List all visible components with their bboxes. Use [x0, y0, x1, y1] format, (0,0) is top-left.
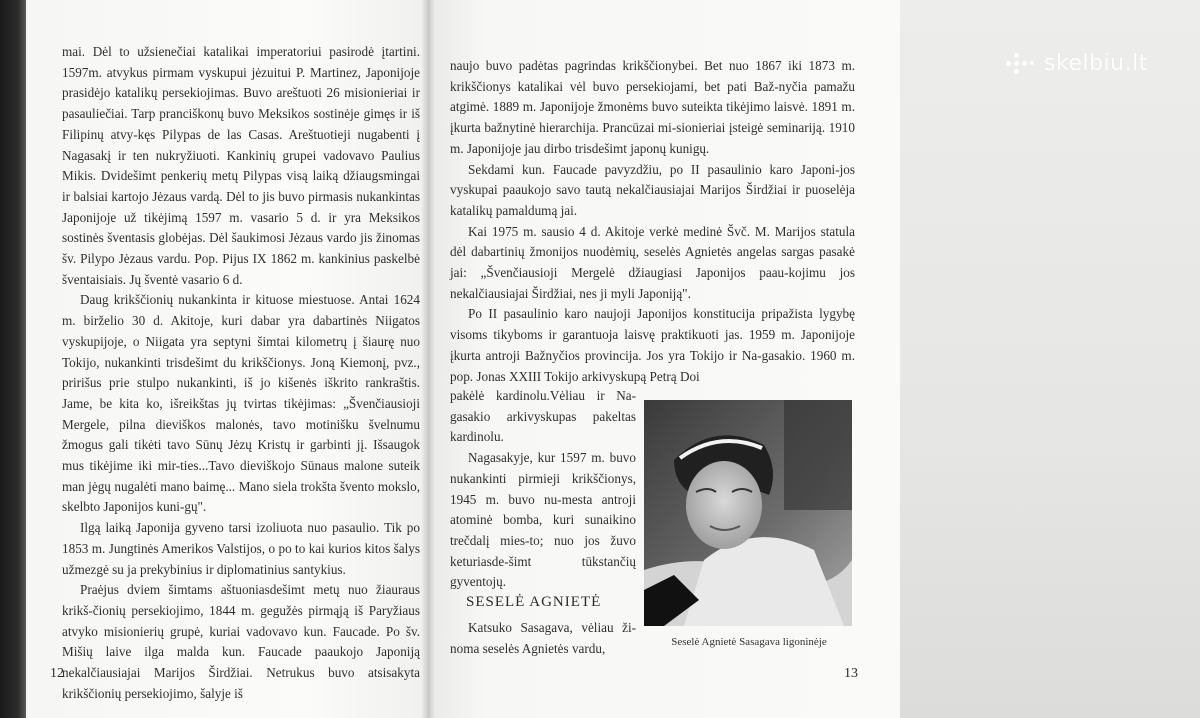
- watermark-logo: [1006, 50, 1148, 76]
- wrap-paragraph-2: Nagasakyje, kur 1597 m. buvo nukankinti pirmieji krikščionys, 1945 m. buvo nu-mesta antroji atominė bomba, kuri sunaikino trečdalį mies-to; nuo jos žuvo keturiasde-šimt tūkstančių gyventojų.: [450, 450, 636, 590]
- photo-caption: Seselė Agnietė Sasagava ligoninėje: [671, 636, 827, 648]
- book-gutter: [422, 0, 434, 718]
- right-paragraph-1: naujo buvo padėtas pagrindas krikščionybei. Bet nuo 1867 iki 1873 m. krikščionys katalikai vėl buvo persekiojami, bet pati Baž-nyčia pamažu atgimė. 1889 m. Japonijoje žmonėms buvo suteikta tikėjimo laisvė. 1891 m. įkurta bažnytinė hierarchija. Prancūzai mi-sionieriai įsteigė seminariją. 1910 m. Japonijoje jau dirbo trisdešimt japonų kunigų.: [450, 58, 855, 156]
- logo-text: skelbiu.lt: [1044, 50, 1148, 76]
- wrapped-text-column: [450, 386, 636, 593]
- background-surface: [900, 0, 1200, 718]
- nun-photo: [644, 400, 852, 626]
- section-intro-text: [450, 618, 636, 659]
- logo-dots-icon: [1006, 50, 1036, 76]
- section-intro-paragraph: Katsuko Sasagava, vėliau ži-noma seselės Agnietės vardu,: [450, 620, 636, 656]
- right-paragraph-2: Sekdami kun. Faucade pavyzdžiu, po II pasaulinio karo Japoni-jos vyskupai paaukojo savo tautą nekalčiausiajai Marijos Širdžiai ir puoselėja katalikų pamaldumą jai.: [450, 161, 855, 218]
- left-paragraph-3: Ilgą laiką Japonija gyveno tarsi izoliuota nuo pasaulio. Tik po 1853 m. Jungtinės Amerikos Valstijos, o po to kai kurios kitos šalys užmezgė su ja prekybinius ir diplomatinius santykius.: [62, 520, 420, 577]
- left-paragraph-4: Praėjus dviem šimtams aštuoniasdešimt metų nuo žiauraus krikš-čionių persekiojimo, 1844 m. gegužės pirmąją iš Paryžiaus atvyko misionierių grupė, kuriai vadovavo kun. Faucade. Po šv. Mišių laive ilga malda kun. Faucade paaukojo Japoniją nekalčiausiajai Marijos Širdžiai. Netrukus buvo atsisakyta krikščionių persekiojimo, šalyje iš: [62, 582, 420, 701]
- left-paragraph-2: Daug krikščionių nukankinta ir kituose miestuose. Antai 1624 m. birželio 30 d. Akitoje, kuri dabar yra dabartinės Niigatos vyskupijoje, o Niigata yra septyni šimtai kilometrų į šiaurę nuo Tokijo, nukankinti trisdešimt du krikščionys. Joną Kiemonį, pvz., pririšus prie stulpo nukankinti, iš jo kišenės iškrito rankraštis. Jame, be kita ko, išreikštas jų tvirtas tikėjimas: „Švenčiausioji Mergele, pilna dieviškos malonės, tavo motinišku švelnumu žmogus gali tikėti tavo Sūnų Jėzų Kristų ir garbinti jį. Išsaugok mus tikėjime iki mir-ties...Tavo dieviškojo Sūnaus malone suteik man jėgų nugalėti mano baimę... Mano siela trokšta švento mokslo, skelbto Japonijos kuni-gų".: [62, 292, 420, 515]
- right-paragraph-3: Kai 1975 m. sausio 4 d. Akitoje verkė medinė Švč. M. Marijos statula dėl dabartinių žmonijos nuodėmių, seselės Agnietės angelas sargas pasakė jai: „Švenčiausioji Mergelė džiaugiasi Japonijos paau-kojimu jos nekalčiausiajai Širdžiai, nes ji myli Japoniją".: [450, 223, 855, 301]
- right-page-text: [450, 56, 855, 387]
- section-heading: SESELĖ AGNIETĖ: [466, 594, 602, 610]
- right-page: [428, 0, 900, 718]
- left-paragraph-1: mai. Dėl to užsienečiai katalikai imperatoriui pasirodė įtartini. 1597m. atvykus pirmam vyskupui jėzuitui P. Martinez, Japonijoje prasidėjo katalikų persekiojimas. Buvo areštuoti 26 misionieriai ir pasauliečiai. Tarp pranciškonų buvo Meksikos sostinėje gimęs ir iš Filipinų atvy-kęs Pilypas de las Casas. Areštuotieji nugabenti į Nagasakį ir ten nukryžiuoti. Kankinių grupei vadovavo Paulius Mikis. Dvidešimt penkerių metų Pilypas visą laiką džiaugsmingai ir balsiai kartojo Jėzaus vardą. Dėl to jis buvo pirmasis nukankintas Japonijoje už tikėjimą 1597 m. vasario 5 d. ir yra Meksikos sostinės šventasis globėjas. Dėl šaukimosi Jėzaus vardo jis žinomas šv. Pilypo Jėzaus vardu. Pop. Pijus IX 1862 m. kankinius paskelbė šventaisiais. Jų šventė vasario 6 d.: [62, 44, 420, 287]
- left-page-number: 12: [50, 666, 64, 681]
- left-page: [26, 0, 428, 718]
- right-page-number: 13: [844, 666, 858, 681]
- left-page-text: [62, 42, 420, 705]
- wrap-paragraph-1: pakėlė kardinolu.Vėliau ir Na-gasakio arkivyskupas pakeltas kardinolu.: [450, 388, 636, 445]
- book-cover-edge: [0, 0, 26, 718]
- right-paragraph-4: Po II pasaulinio karo naujoji Japonijos konstitucija pripažista lygybę visoms tikyboms ir garantuoja laisvę praktikuoti jas. 1959 m. Japonijoje įkurta antroji Bažnyčios provincija. Jos yra Tokijo ir Na-gasakio. 1960 m. pop. Jonas XXIII Tokijo arkivyskupą Petrą Doi: [450, 306, 855, 384]
